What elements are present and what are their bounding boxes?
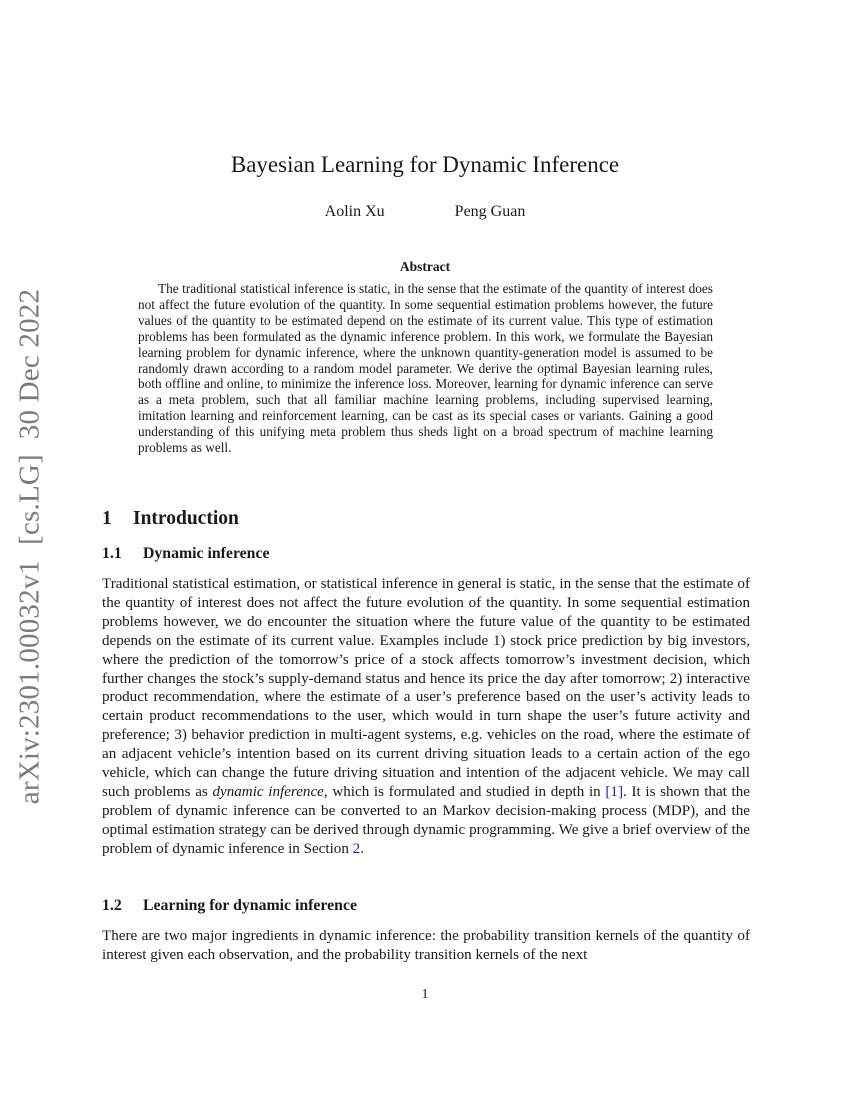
- paragraph-text: , which is formulated and studied in depth in: [323, 783, 606, 800]
- author-name: Aolin Xu: [324, 203, 385, 220]
- arxiv-date: 30 Dec 2022: [13, 288, 46, 440]
- page-number: 1: [421, 987, 429, 1002]
- paper-title: Bayesian Learning for Dynamic Inference: [230, 152, 620, 177]
- arxiv-id: arXiv:2301.00032v1: [13, 559, 46, 805]
- abstract-heading: Abstract: [399, 259, 451, 274]
- abstract-text: The traditional statistical inference is static, in the sense that the estimate of the quantity of interest does not affect the future evolution of the quantity. In some sequential estimation problems however, the future values of the quantity to be estimated depend on the estimate of its current value. This type of estimation problems has been formulated as the dynamic inference problem. In this work, we formulate the Bayesian learning problem for dynamic inference, where the unknown quantity-generation model is assumed to be randomly drawn according to a random model parameter. We derive the optimal Bayesian learning rules, both offline and online, to minimize the inference loss. Moreover, learning for dynamic inference can serve as a meta problem, such that all familiar machine learning problems, including supervised learning, imitation learning and reinforcement learning, can be cast as its special cases or variants. Gaining a good understanding of this unifying meta problem thus sheds light on a broad spectrum of machine learning problems as well.: [138, 281, 713, 456]
- arxiv-category: [cs.LG]: [13, 454, 46, 545]
- paragraph-text: Traditional statistical estimation, or statistical inference in general is static, in the sense that the estimate of the quantity of interest does not affect the future evolution of the quantity. In some sequential estimation problems however, we do encounter the situation where the future value of the quantity to be estimated depends on the estimate of its current value. Examples include 1) stock price prediction by big investors, where the prediction of the tomorrow’s price of a stock affects tomorrow’s investment decision, which further changes the stock’s supply-demand status and hence its price the day after tomorrow; 2) interactive product recommendation, where the estimate of a user’s preference based on the user’s activity leads to certain product recommendations to the user, which would in turn shape the user’s future activity and preference; 3) behavior prediction in multi-agent systems, e.g. vehicles on the road, where the estimate of an adjacent vehicle’s intention based on its current driving situation leads to a certain action of the ego vehicle, which can change the future driving situation and intention of the adjacent vehicle. We may call such problems as: [102, 576, 750, 800]
- subsection-heading: [102, 897, 357, 915]
- section-heading: [102, 508, 239, 530]
- section-number: 1: [102, 508, 112, 529]
- paragraph-text: . It is shown that the problem of dynamic inference can be converted to an Markov decision-making process (MDP), and the optimal estimation strategy can be derived through dynamic programming. We give a brief overview of the problem of dynamic inference in Section: [102, 783, 750, 857]
- emphasized-term: dynamic inference: [212, 783, 324, 800]
- subsection-number: 1.1: [102, 545, 122, 562]
- paragraph-text: .: [360, 840, 364, 857]
- section-reference-link[interactable]: 2: [352, 840, 361, 857]
- subsection-number: 1.2: [102, 897, 122, 914]
- subsection-heading: [102, 545, 270, 563]
- arxiv-stamp: [14, 237, 47, 857]
- intro-paragraph: [102, 575, 750, 859]
- author-name: Peng Guan: [454, 203, 526, 220]
- subsection-title: Learning for dynamic inference: [143, 897, 357, 914]
- learning-paragraph: There are two major ingredients in dynamic inference: the probability transition kernels of the quantity of interest given each observation, and the probability transition kernels of the next: [102, 928, 750, 963]
- section-title: Introduction: [133, 508, 239, 529]
- subsection-title: Dynamic inference: [143, 545, 270, 562]
- citation-link[interactable]: [1]: [605, 783, 624, 800]
- author-list: [0, 203, 850, 221]
